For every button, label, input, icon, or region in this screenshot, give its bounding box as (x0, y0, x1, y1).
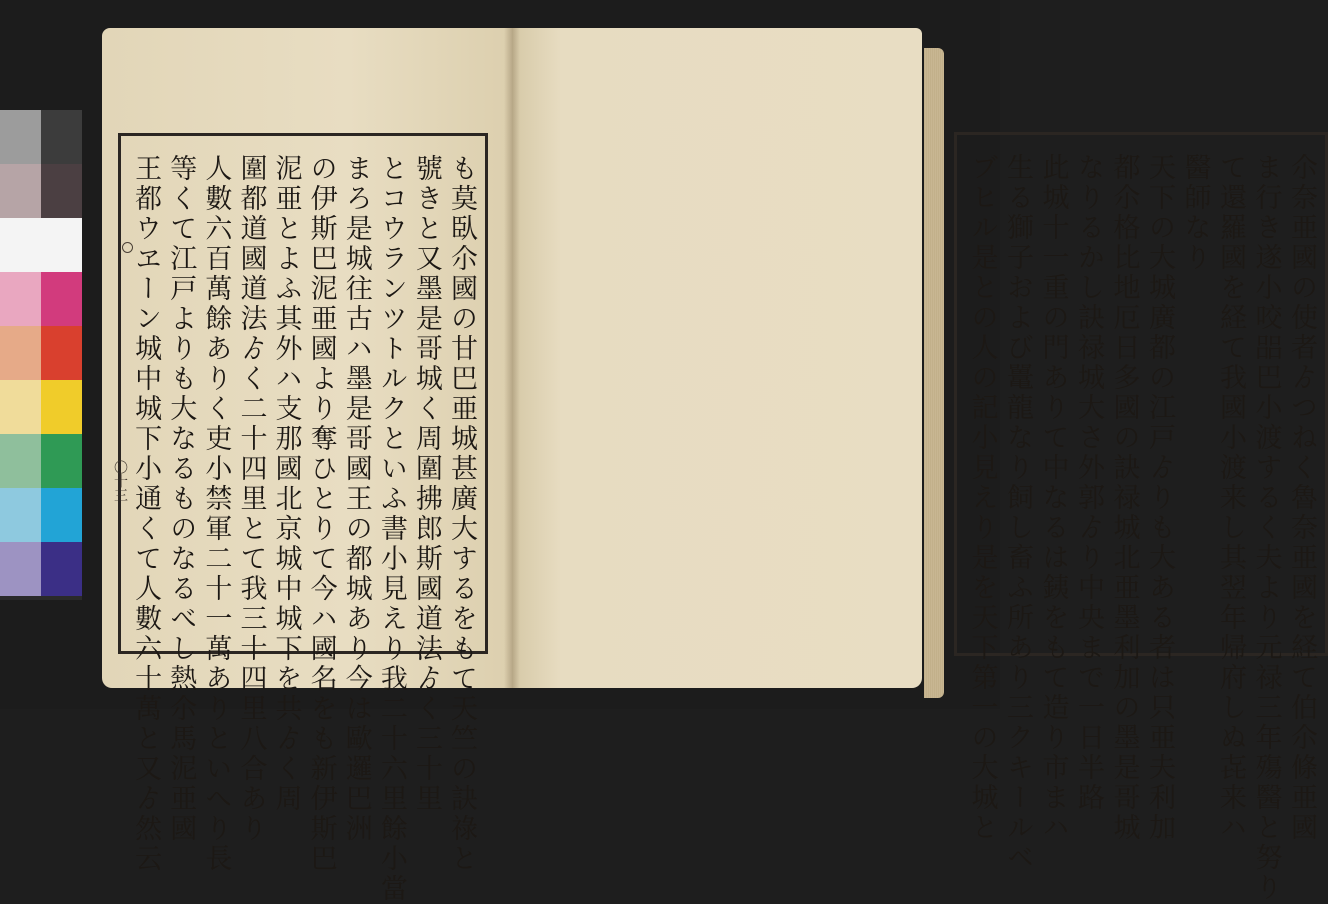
color-swatch (0, 164, 41, 218)
color-swatch (41, 488, 82, 542)
book-gutter (504, 28, 520, 688)
color-swatch (41, 110, 82, 164)
text-column: て還羅國を経て我國小渡来し其翌年帰府しぬ㐂来ハ (1215, 153, 1246, 843)
text-column: 人數六百萬餘ありく吏小禁軍二十一萬ありといへり長 (200, 154, 232, 874)
color-swatch (0, 110, 41, 164)
color-calibration-chart (0, 110, 82, 600)
color-swatch (41, 542, 82, 596)
left-page-frame (118, 133, 488, 904)
color-swatch (0, 326, 41, 380)
color-swatch (0, 218, 41, 272)
color-chart-row (0, 326, 82, 380)
text-column: なりるかし訣禄城大さ外郭ゟり中央まで一日半路 (1073, 153, 1104, 813)
text-column: 天下の大城廣都の江戸ゟりも大ある者は只亜夫利加 (1144, 153, 1175, 843)
text-column: 等くて江戸よりも大なるものなるべし熱尒馬泥亜國 (165, 154, 197, 844)
left-page (102, 28, 512, 904)
color-swatch (41, 218, 82, 272)
color-chart-row (0, 542, 82, 596)
text-column: とコウランツトルクといふ書小見えり我二十六里餘小當 (375, 154, 407, 904)
text-column: 圍都道國道法ゟく二十四里とて我三十四里八合あり (235, 154, 267, 844)
color-chart-row (0, 488, 82, 542)
color-swatch (41, 326, 82, 380)
color-chart-row (0, 164, 82, 218)
color-chart-row (0, 272, 82, 326)
color-swatch (0, 434, 41, 488)
open-book (92, 18, 1317, 904)
color-swatch (0, 380, 41, 434)
color-chart-row (0, 218, 82, 272)
page-number: 〇十三 (112, 460, 128, 502)
text-column: 王都ウヱーン城中城下小通くて人數六十萬と又ゟ然云 (130, 154, 162, 874)
text-column: 醫師なり (1179, 153, 1211, 273)
color-swatch (0, 542, 41, 596)
text-column: まろ是城往古ハ墨是哥國王の都城あり今は歐邏巴洲 (340, 154, 372, 844)
color-swatch (41, 272, 82, 326)
color-chart-row (0, 434, 82, 488)
color-swatch (0, 272, 41, 326)
right-page-text (966, 153, 1317, 903)
right-page (512, 28, 1317, 903)
left-page-text (130, 154, 477, 904)
color-swatch (41, 434, 82, 488)
text-column: ま行き遂小咬㗊巴小渡するく夫より元禄三年殤醫と努り (1250, 153, 1282, 903)
circle-mark (122, 242, 133, 253)
text-column: 生る獅子および鼍龍なり飼し畜ふ所あり三クキールベ (1002, 153, 1033, 873)
right-page-frame (954, 132, 1328, 903)
text-column: 此城十一重の門ありて中なるは銕をもて造り市まハ (1037, 153, 1069, 843)
color-chart-row (0, 110, 82, 164)
text-column: 泥亜とよふ其外ハ支那國北京城中城下を共ゟく周 (270, 154, 302, 814)
text-column: の伊斯巴泥亜國より奪ひとりて今ハ國名をも新伊斯巴 (305, 154, 337, 874)
page-edge (924, 48, 944, 698)
text-column: 號きと又墨是哥城く周圍拂郎斯國道法ゟく三十里 (410, 154, 442, 814)
color-swatch (41, 380, 82, 434)
color-swatch (0, 488, 41, 542)
text-column: 都尒格比地厄日多國の訣禄城北亜墨利加の墨是哥城 (1108, 153, 1140, 843)
color-chart-row (0, 380, 82, 434)
text-column: 尒奈亜國の使者ゟつねく魯奈亜國を経て伯尒條亜國 (1286, 153, 1317, 843)
color-swatch (41, 164, 82, 218)
text-column: も莫臥尒國の甘巴亜城甚廣大するをもて天竺の訣祿と (446, 154, 477, 874)
text-column: ブヒル是との人の記小見えり是を天下第一の大城と (966, 153, 998, 843)
